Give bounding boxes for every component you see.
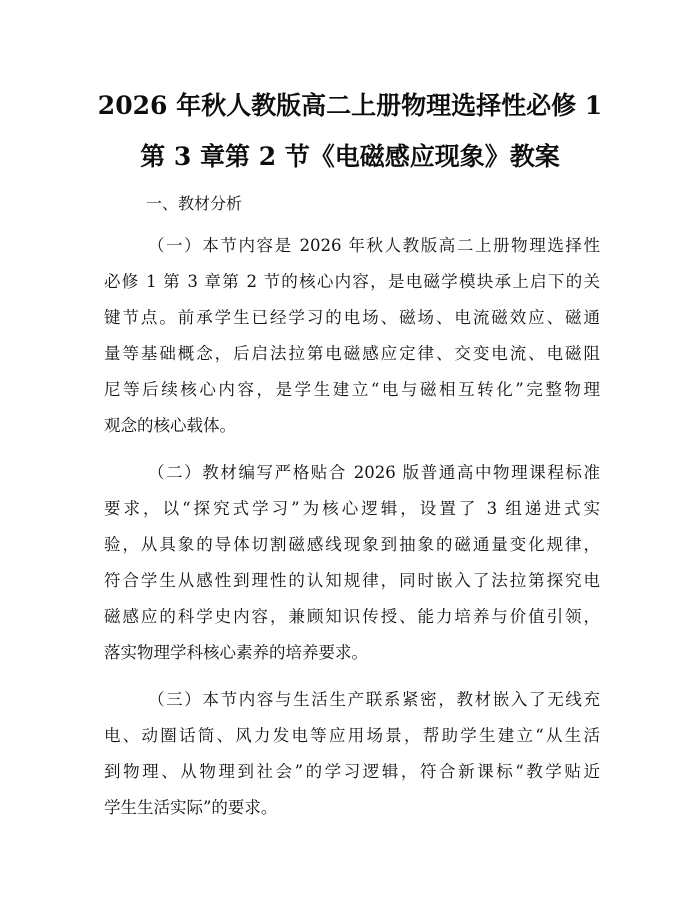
document-title-line-1: 2026 年秋人教版高二上册物理选择性必修 1	[97, 91, 603, 120]
document-title-line-2: 第 3 章第 2 节《电磁感应现象》教案	[140, 142, 560, 171]
paragraph-line: 观念的核心载体。	[104, 416, 236, 435]
paragraph-line: 量等基础概念，后启法拉第电磁感应定律、交变电流、电磁阻	[104, 344, 600, 363]
paragraph-line: （二）教材编写严格贴合 2026 版普通高中物理课程标准	[148, 463, 600, 482]
paragraph-line: 尼等后续核心内容，是学生建立“电与磁相互转化”完整物理	[104, 380, 600, 399]
paragraph-line: 验，从具象的导体切割磁感线现象到抽象的磁通量变化规律，	[104, 535, 600, 554]
paragraph-line: 电、动圈话筒、风力发电等应用场景，帮助学生建立“从生活	[104, 726, 600, 745]
paragraph-line: （三）本节内容与生活生产联系紧密，教材嵌入了无线充	[148, 690, 600, 709]
paragraph-line: 落实物理学科核心素养的培养要求。	[104, 643, 368, 662]
paragraph-line: 要求，以“探究式学习”为核心逻辑，设置了 3 组递进式实	[104, 499, 600, 518]
paragraph-3	[104, 682, 600, 826]
paragraph-line: 符合学生从感性到理性的认知规律，同时嵌入了法拉第探究电	[104, 571, 600, 590]
paragraph-2	[104, 455, 600, 671]
paragraph-line: 键节点。前承学生已经学习的电场、磁场、电流磁效应、磁通	[104, 308, 600, 327]
paragraph-line: 到物理、从物理到社会”的学习逻辑，符合新课标“教学贴近	[104, 762, 600, 781]
paragraph-1	[104, 228, 600, 444]
paragraph-line: 必修 1 第 3 章第 2 节的核心内容，是电磁学模块承上启下的关	[104, 272, 600, 291]
section-heading: 一、教材分析	[146, 194, 243, 213]
paragraph-line: 磁感应的科学史内容，兼顾知识传授、能力培养与价值引领，	[104, 607, 600, 626]
paragraph-line: （一）本节内容是 2026 年秋人教版高二上册物理选择性	[148, 236, 600, 255]
paragraph-line: 学生生活实际”的要求。	[104, 798, 278, 817]
